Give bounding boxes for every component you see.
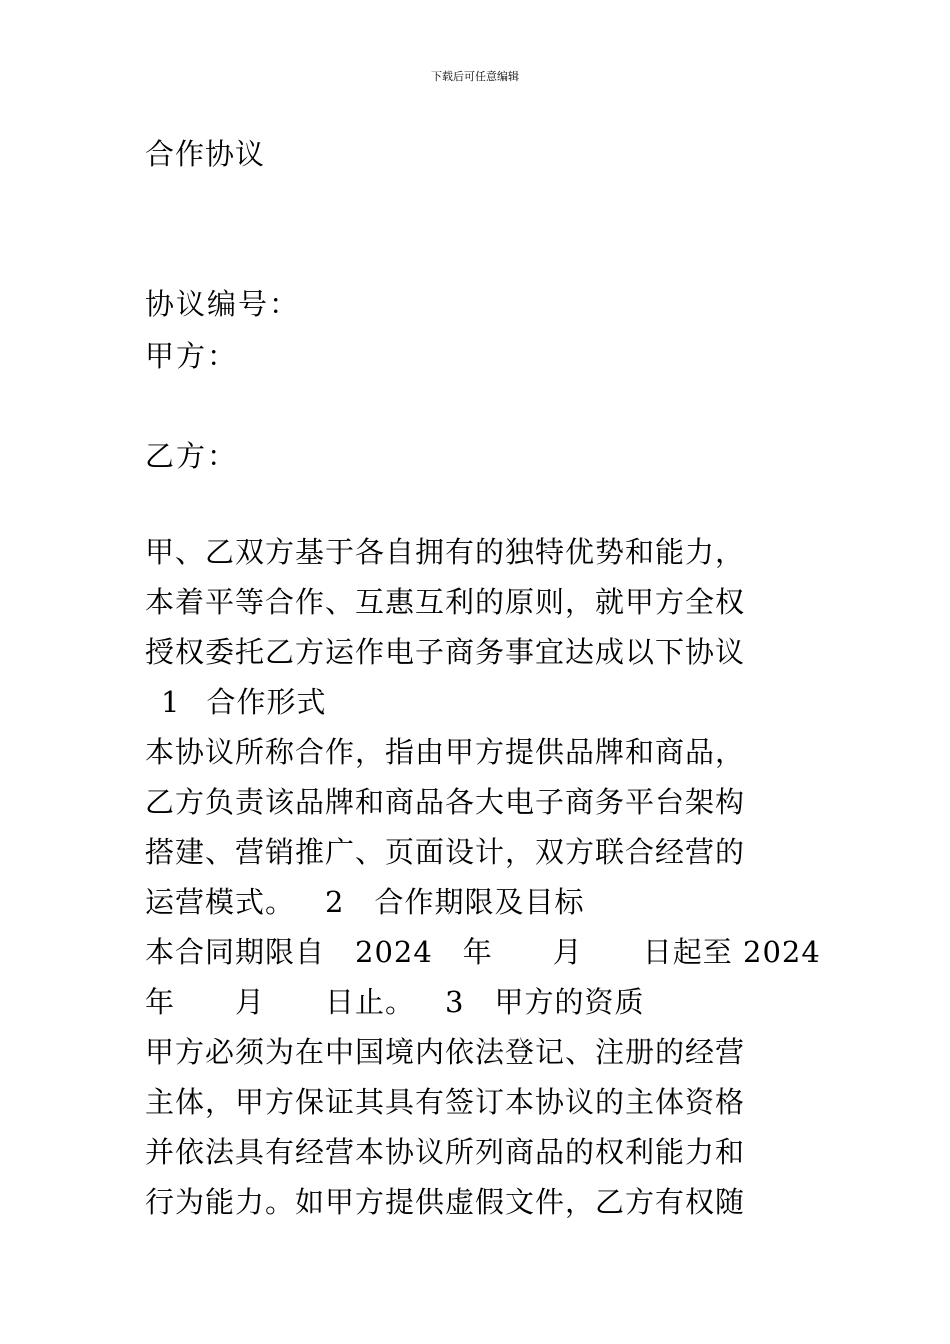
document-title: 合作协议 [145, 137, 266, 171]
body-line: 并依法具有经营本协议所列商品的权利能力和 [145, 1135, 746, 1169]
section-3-heading [145, 977, 815, 1027]
body-line: 本协议所称合作，指由甲方提供品牌和商品， [145, 735, 746, 769]
section-1-title: 合作形式 [206, 685, 327, 719]
body-line: 搭建、营销推广、页面设计，双方联合经营的 [145, 835, 746, 869]
agreement-number-field: 协议编号： [145, 287, 301, 321]
body-line: 本合同期限自 2024 年 月 日起至 2024 [145, 935, 821, 969]
section-3-number: 3 [445, 985, 465, 1019]
body-line: 本着平等合作、互惠互利的原则，就甲方全权 [145, 585, 746, 619]
header-note: 下载后可任意编辑 [431, 70, 519, 83]
party-b-field: 乙方： [145, 439, 239, 473]
agreement-body [145, 527, 821, 1227]
body-line: 行为能力。如甲方提供虚假文件，乙方有权随 [145, 1185, 746, 1219]
party-a-field: 甲方： [145, 339, 239, 373]
section-2-lead: 运营模式。 [145, 885, 296, 919]
section-3-lead: 年 月 日止。 [145, 985, 416, 1019]
section-1-number: 1 [161, 685, 181, 719]
section-1-heading [145, 677, 815, 727]
body-line: 乙方负责该品牌和商品各大电子商务平台架构 [145, 785, 746, 819]
body-line: 甲方必须为在中国境内依法登记、注册的经营 [145, 1035, 746, 1069]
section-2-number: 2 [325, 885, 345, 919]
body-line: 甲、乙双方基于各自拥有的独特优势和能力， [145, 535, 746, 569]
section-2-title: 合作期限及目标 [374, 885, 585, 919]
section-3-title: 甲方的资质 [494, 985, 645, 1019]
body-line: 授权委托乙方运作电子商务事宜达成以下协议 [145, 635, 746, 669]
body-line: 主体，甲方保证其具有签订本协议的主体资格 [145, 1085, 746, 1119]
section-2-heading [145, 877, 815, 927]
